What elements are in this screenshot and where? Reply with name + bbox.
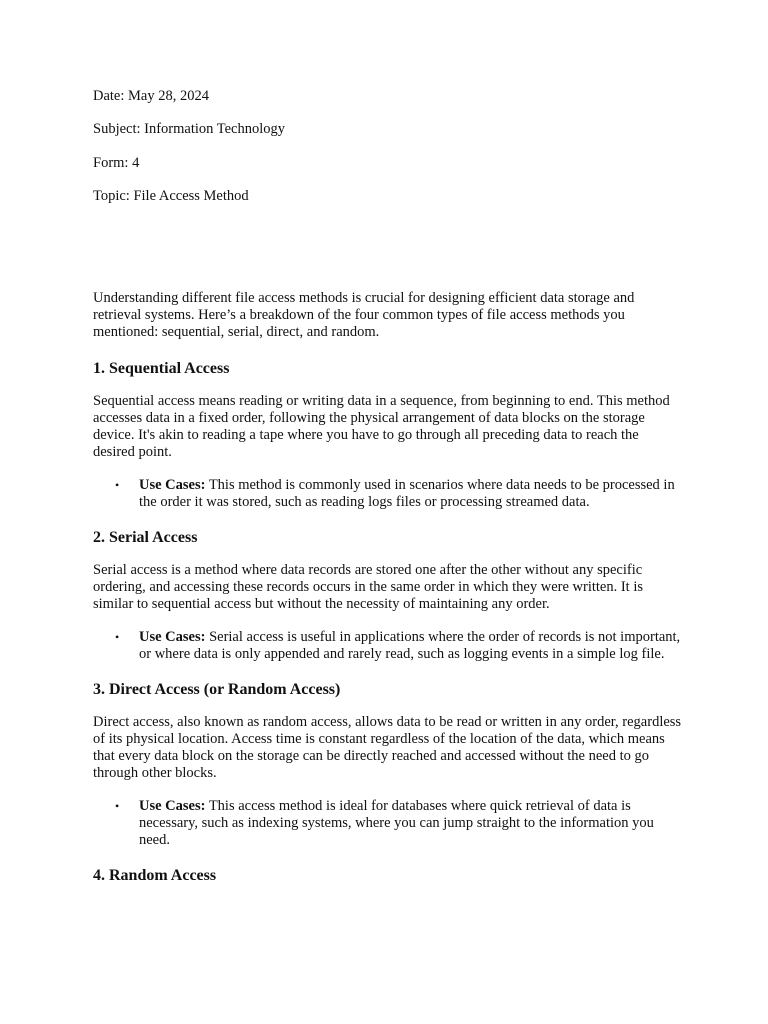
section-2-heading: 2. Serial Access bbox=[93, 529, 198, 546]
section-3-use-cases bbox=[93, 798, 683, 849]
use-cases-label: Use Cases: bbox=[139, 798, 206, 814]
date-line: Date: May 28, 2024 bbox=[93, 88, 209, 104]
use-cases-text: Serial access is useful in applications where the order of records is not important, or where data is only appended and rarely read, such as logging events in a simple log file. bbox=[139, 629, 681, 662]
bullet-icon: • bbox=[115, 478, 120, 492]
section-4-heading: 4. Random Access bbox=[93, 867, 217, 884]
section-3-heading: 3. Direct Access (or Random Access) bbox=[93, 681, 341, 698]
subject-line: Subject: Information Technology bbox=[93, 121, 286, 137]
topic-line: Topic: File Access Method bbox=[93, 188, 249, 204]
use-cases-text: This access method is ideal for databases where quick retrieval of data is necessary, such as indexing systems, where you can jump straight to the information you need. bbox=[139, 798, 654, 848]
section-1-use-cases bbox=[93, 477, 683, 511]
use-cases-label: Use Cases: bbox=[139, 477, 206, 493]
section-1-heading: 1. Sequential Access bbox=[93, 360, 230, 377]
section-2-body: Serial access is a method where data records are stored one after the other without any specific ordering, and accessing these records occurs in the same order in which they were written. It is similar to sequential access but without the necessity of maintaining any order. bbox=[93, 562, 644, 612]
section-1-body: Sequential access means reading or writing data in a sequence, from beginning to end. This method accesses data in a fixed order, following the physical arrangement of data blocks on the storage device. It's akin to reading a tape where you have to go through all preceding data to reach the desired point. bbox=[93, 393, 670, 460]
bullet-icon: • bbox=[115, 799, 120, 813]
form-line: Form: 4 bbox=[93, 155, 140, 171]
section-2-use-cases bbox=[93, 629, 683, 663]
use-cases-text: This method is commonly used in scenarios where data needs to be processed in the order it was stored, such as reading logs files or processing streamed data. bbox=[139, 477, 675, 510]
use-cases-label: Use Cases: bbox=[139, 629, 206, 645]
intro-paragraph: Understanding different file access methods is crucial for designing efficient data storage and retrieval systems. Here’s a breakdown of the four common types of file access methods you mentioned: sequential, serial, direct, and random. bbox=[93, 290, 635, 340]
bullet-icon: • bbox=[115, 630, 120, 644]
section-3-body: Direct access, also known as random access, allows data to be read or written in any order, regardless of its physical location. Access time is constant regardless of the location of the data, which means that every data block on the storage can be directly reached and accessed without the need to go through other blocks. bbox=[93, 714, 682, 781]
document-body bbox=[93, 290, 683, 885]
